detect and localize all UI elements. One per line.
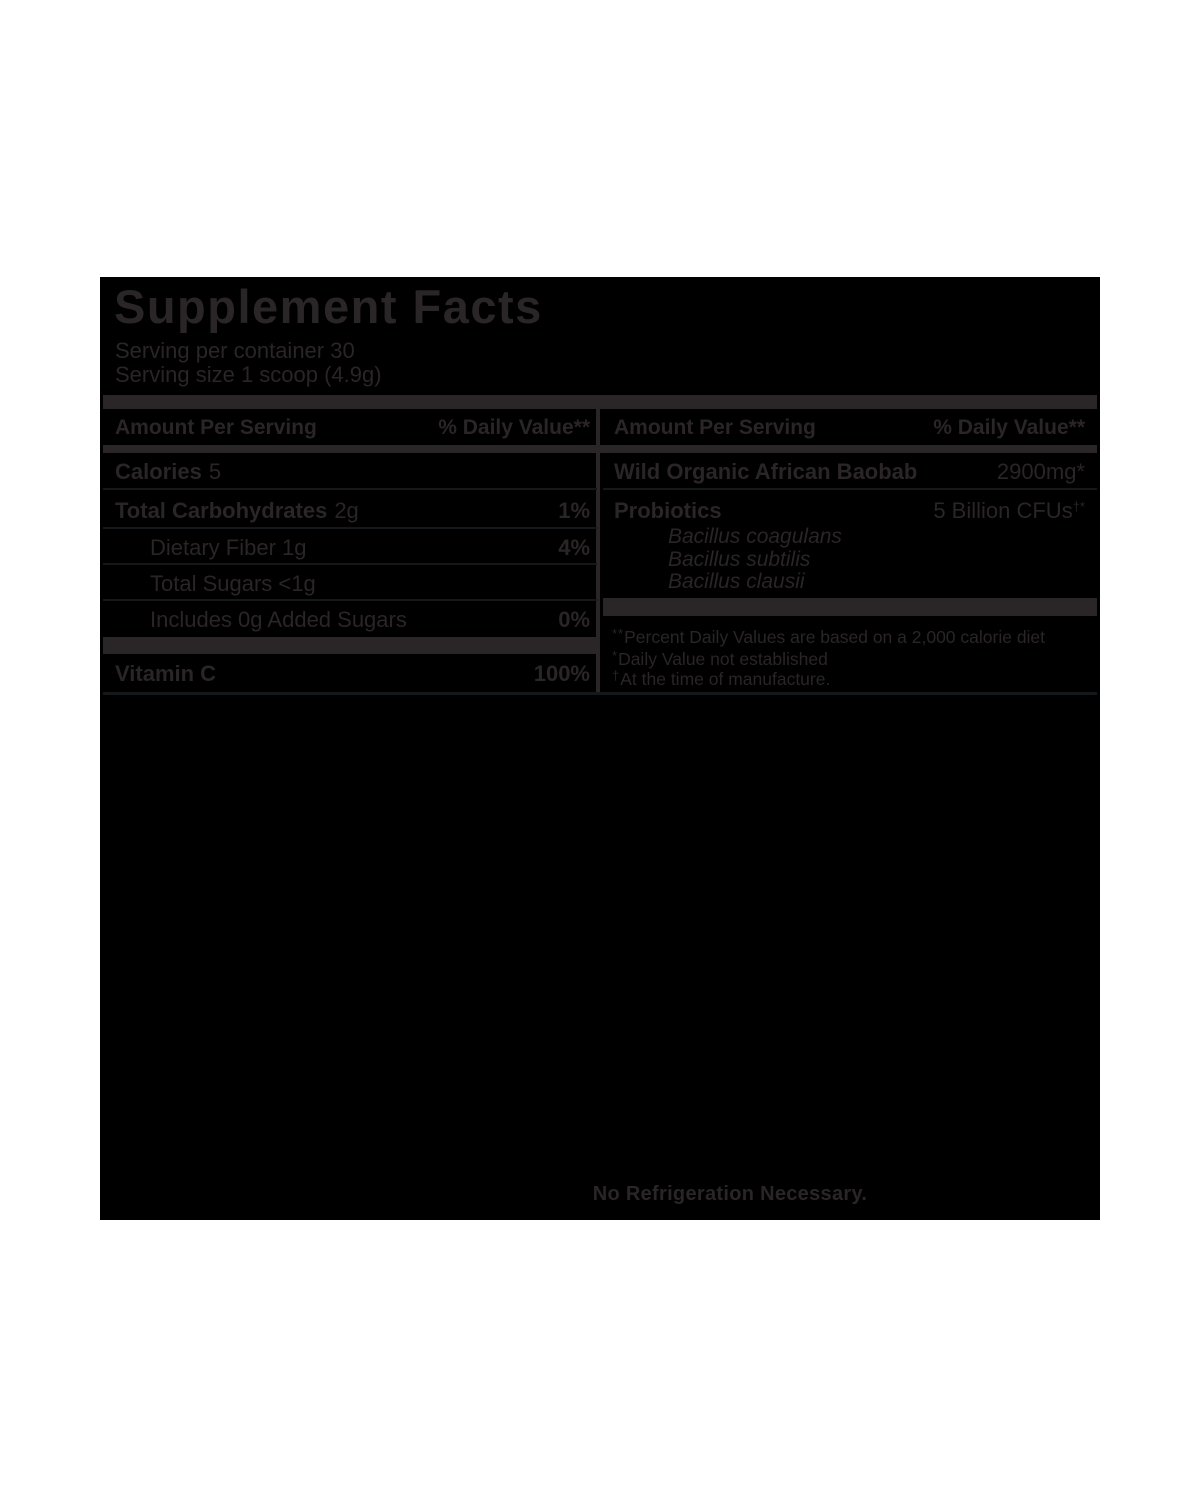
- row-divider: [103, 599, 597, 601]
- row-divider: [103, 563, 597, 565]
- nutrient-name: Probiotics: [614, 498, 722, 523]
- panel-title: Supplement Facts: [114, 280, 543, 333]
- probiotic-strain: Bacillus clausii: [668, 570, 805, 593]
- nutrient-amount: 2900mg*: [996, 459, 1085, 484]
- supplement-facts-panel: [100, 277, 1100, 1220]
- left-mid-thick-rule: [103, 637, 597, 654]
- nutrient-name: Vitamin C: [115, 661, 217, 686]
- nutrient-name: Total Sugars <1g: [150, 571, 316, 596]
- nutrient-dv: 0%: [558, 607, 590, 632]
- footnote-manufacture: †At the time of manufacture.: [612, 668, 831, 689]
- nutrient-name: Dietary Fiber 1g: [150, 535, 307, 560]
- left-daily-value-label: % Daily Value**: [438, 416, 590, 439]
- nutrient-name: Wild Organic African Baobab: [614, 459, 918, 484]
- footnote-percent-daily-values: **Percent Daily Values are based on a 2,000 calorie diet: [612, 626, 1046, 647]
- bottom-rule: [103, 692, 1097, 695]
- nutrient-dv: 4%: [558, 535, 590, 560]
- footnote-daily-value: *Daily Value not established: [612, 648, 828, 669]
- top-thick-rule: [103, 395, 1097, 409]
- footnote-marker: †: [612, 668, 621, 683]
- cfu-superscript: †*: [1072, 499, 1085, 514]
- row-divider: [103, 527, 597, 529]
- serving-size: Serving size 1 scoop (4.9g): [115, 362, 382, 387]
- nutrient-row-vitamin-c: [115, 661, 590, 687]
- right-daily-value-label: % Daily Value**: [933, 416, 1085, 439]
- footnote-marker: *: [612, 648, 619, 663]
- nutrient-row-calories: [115, 459, 590, 485]
- servings-per-container: Serving per container 30: [115, 338, 355, 363]
- right-column-header: [614, 416, 1085, 440]
- nutrient-row-probiotics: [614, 498, 1085, 527]
- nutrient-dv: 1%: [558, 498, 590, 523]
- nutrient-row-added-sugars: [115, 607, 590, 633]
- footnote-marker: **: [612, 626, 625, 641]
- nutrient-row-total-carbohydrates: [115, 498, 590, 524]
- right-mid-thick-rule: [603, 598, 1097, 616]
- nutrient-row-baobab: [614, 459, 1085, 485]
- nutrient-row-total-sugars: [115, 571, 590, 597]
- header-thick-rule: [103, 445, 1097, 453]
- no-refrigeration-note: No Refrigeration Necessary.: [592, 1183, 868, 1205]
- left-amount-per-serving-label: Amount Per Serving: [115, 416, 317, 439]
- nutrient-amount: 5 Billion CFUs†*: [933, 498, 1085, 523]
- nutrient-row-dietary-fiber: [115, 535, 590, 561]
- nutrient-name: Includes 0g Added Sugars: [150, 607, 407, 632]
- row-divider: [603, 488, 1097, 490]
- nutrient-name: Calories 5: [115, 459, 222, 484]
- left-column-header: [115, 416, 590, 440]
- probiotic-strain: Bacillus coagulans: [668, 525, 842, 548]
- right-amount-per-serving-label: Amount Per Serving: [614, 416, 816, 439]
- row-divider: [103, 488, 597, 490]
- nutrient-dv: 100%: [533, 661, 590, 686]
- nutrient-name: Total Carbohydrates 2g: [115, 498, 359, 523]
- probiotic-strain: Bacillus subtilis: [668, 548, 811, 571]
